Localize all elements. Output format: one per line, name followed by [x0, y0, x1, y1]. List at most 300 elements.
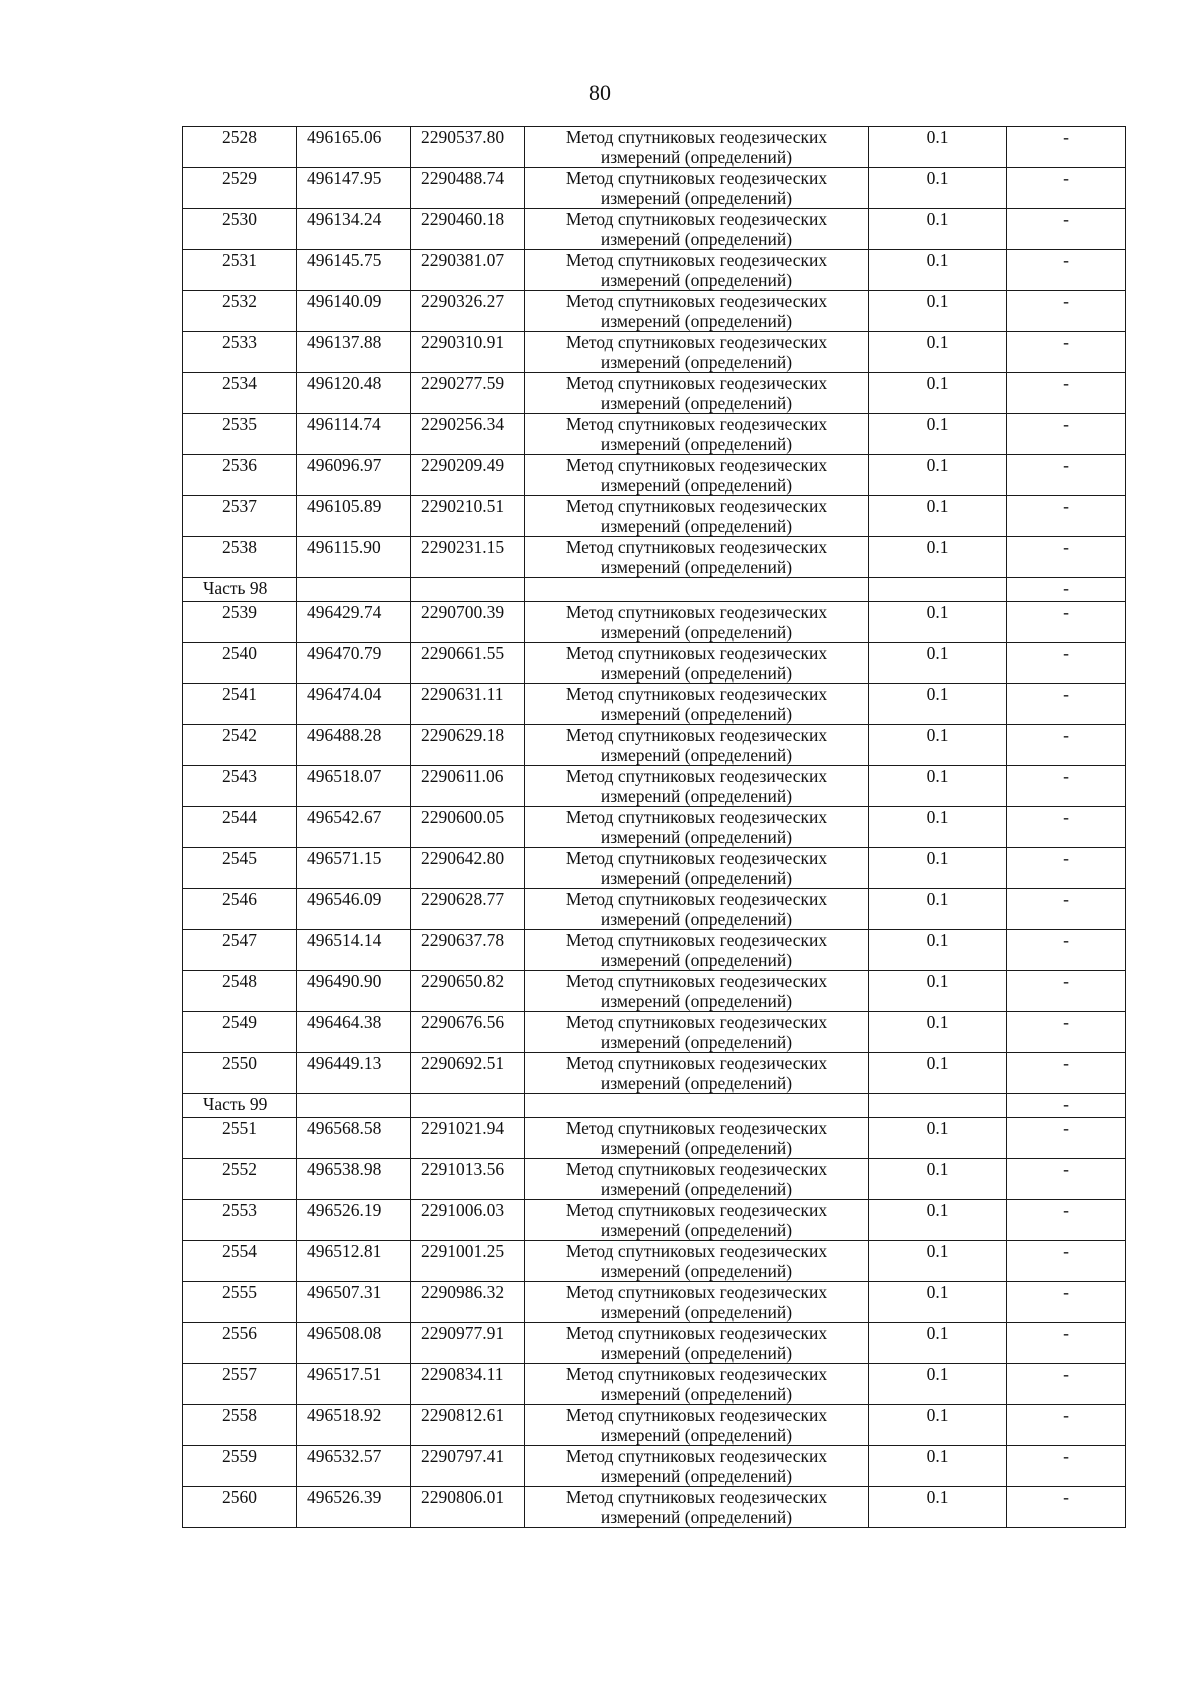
table-row — [183, 1012, 1126, 1053]
x-coordinate-cell: 496120.48 — [297, 373, 411, 414]
note-cell: - — [1007, 168, 1126, 209]
note-cell: - — [1007, 1282, 1126, 1323]
accuracy-cell: 0.1 — [869, 1241, 1007, 1282]
y-coordinate-cell: 2290209.49 — [411, 455, 525, 496]
method-line: измерений (определений) — [600, 1179, 793, 1199]
point-number-cell: 2542 — [183, 725, 297, 766]
empty-cell — [411, 1094, 525, 1118]
table-row — [183, 1118, 1126, 1159]
x-coordinate-cell: 496114.74 — [297, 414, 411, 455]
method-line: Метод спутниковых геодезических — [565, 930, 828, 950]
table-row — [183, 373, 1126, 414]
x-coordinate-cell: 496546.09 — [297, 889, 411, 930]
method-line: Метод спутниковых геодезических — [565, 1118, 828, 1138]
point-number-cell: 2528 — [183, 127, 297, 168]
method-line: Метод спутниковых геодезических — [565, 168, 828, 188]
point-number-cell: 2553 — [183, 1200, 297, 1241]
y-coordinate-cell: 2290611.06 — [411, 766, 525, 807]
table-row — [183, 537, 1126, 578]
method-cell — [525, 373, 869, 414]
method-line: Метод спутниковых геодезических — [565, 1487, 828, 1507]
table-row — [183, 930, 1126, 971]
part-header-row — [183, 578, 1126, 602]
x-coordinate-cell: 496507.31 — [297, 1282, 411, 1323]
y-coordinate-cell: 2290661.55 — [411, 643, 525, 684]
table-row — [183, 1446, 1126, 1487]
x-coordinate-cell: 496568.58 — [297, 1118, 411, 1159]
note-cell: - — [1007, 496, 1126, 537]
accuracy-cell: 0.1 — [869, 807, 1007, 848]
method-cell — [525, 1053, 869, 1094]
accuracy-cell: 0.1 — [869, 250, 1007, 291]
method-line: Метод спутниковых геодезических — [565, 455, 828, 475]
method-line: Метод спутниковых геодезических — [565, 496, 828, 516]
method-cell — [525, 725, 869, 766]
y-coordinate-cell: 2290277.59 — [411, 373, 525, 414]
y-coordinate-cell: 2290629.18 — [411, 725, 525, 766]
table-row — [183, 602, 1126, 643]
x-coordinate-cell: 496137.88 — [297, 332, 411, 373]
note-cell: - — [1007, 1364, 1126, 1405]
y-coordinate-cell: 2290834.11 — [411, 1364, 525, 1405]
note-cell: - — [1007, 1323, 1126, 1364]
accuracy-cell: 0.1 — [869, 127, 1007, 168]
x-coordinate-cell: 496512.81 — [297, 1241, 411, 1282]
method-cell — [525, 1446, 869, 1487]
method-line: измерений (определений) — [600, 868, 793, 888]
method-line: измерений (определений) — [600, 1261, 793, 1281]
point-number-cell: 2551 — [183, 1118, 297, 1159]
accuracy-cell: 0.1 — [869, 725, 1007, 766]
method-cell — [525, 684, 869, 725]
point-number-cell: 2533 — [183, 332, 297, 373]
x-coordinate-cell: 496096.97 — [297, 455, 411, 496]
method-line: Метод спутниковых геодезических — [565, 127, 828, 147]
accuracy-cell: 0.1 — [869, 1282, 1007, 1323]
method-cell — [525, 1159, 869, 1200]
y-coordinate-cell: 2290700.39 — [411, 602, 525, 643]
point-number-cell: 2531 — [183, 250, 297, 291]
method-cell — [525, 1200, 869, 1241]
method-cell — [525, 1012, 869, 1053]
x-coordinate-cell: 496429.74 — [297, 602, 411, 643]
x-coordinate-cell: 496449.13 — [297, 1053, 411, 1094]
note-cell: - — [1007, 684, 1126, 725]
note-cell: - — [1007, 209, 1126, 250]
x-coordinate-cell: 496571.15 — [297, 848, 411, 889]
table-row — [183, 725, 1126, 766]
empty-cell — [297, 1094, 411, 1118]
point-number-cell: 2557 — [183, 1364, 297, 1405]
note-cell: - — [1007, 455, 1126, 496]
method-line: измерений (определений) — [600, 745, 793, 765]
x-coordinate-cell: 496474.04 — [297, 684, 411, 725]
accuracy-cell: 0.1 — [869, 848, 1007, 889]
method-cell — [525, 643, 869, 684]
accuracy-cell: 0.1 — [869, 930, 1007, 971]
method-line: Метод спутниковых геодезических — [565, 684, 828, 704]
point-number-cell: 2554 — [183, 1241, 297, 1282]
table-row — [183, 1323, 1126, 1364]
accuracy-cell: 0.1 — [869, 1200, 1007, 1241]
table-row — [183, 455, 1126, 496]
method-line: измерений (определений) — [600, 1032, 793, 1052]
method-cell — [525, 168, 869, 209]
table-row — [183, 168, 1126, 209]
y-coordinate-cell: 2290326.27 — [411, 291, 525, 332]
table-row — [183, 1364, 1126, 1405]
method-cell — [525, 414, 869, 455]
method-line: измерений (определений) — [600, 516, 793, 536]
method-line: измерений (определений) — [600, 1384, 793, 1404]
x-coordinate-cell: 496165.06 — [297, 127, 411, 168]
method-cell — [525, 127, 869, 168]
method-cell — [525, 1323, 869, 1364]
accuracy-cell: 0.1 — [869, 1405, 1007, 1446]
point-number-cell: 2535 — [183, 414, 297, 455]
method-line: Метод спутниковых геодезических — [565, 1053, 828, 1073]
x-coordinate-cell: 496115.90 — [297, 537, 411, 578]
x-coordinate-cell: 496542.67 — [297, 807, 411, 848]
method-line: измерений (определений) — [600, 827, 793, 847]
method-line: измерений (определений) — [600, 991, 793, 1011]
x-coordinate-cell: 496464.38 — [297, 1012, 411, 1053]
method-line: Метод спутниковых геодезических — [565, 602, 828, 622]
coordinates-table-body — [183, 127, 1126, 1528]
accuracy-cell: 0.1 — [869, 373, 1007, 414]
accuracy-cell: 0.1 — [869, 889, 1007, 930]
method-line: Метод спутниковых геодезических — [565, 725, 828, 745]
method-cell — [525, 250, 869, 291]
note-cell: - — [1007, 332, 1126, 373]
empty-cell — [411, 578, 525, 602]
table-row — [183, 1487, 1126, 1528]
note-cell: - — [1007, 127, 1126, 168]
point-number-cell: 2548 — [183, 971, 297, 1012]
x-coordinate-cell: 496518.92 — [297, 1405, 411, 1446]
note-cell: - — [1007, 1094, 1126, 1118]
note-cell: - — [1007, 1241, 1126, 1282]
table-row — [183, 496, 1126, 537]
method-cell — [525, 602, 869, 643]
method-line: Метод спутниковых геодезических — [565, 807, 828, 827]
x-coordinate-cell: 496532.57 — [297, 1446, 411, 1487]
note-cell: - — [1007, 1053, 1126, 1094]
x-coordinate-cell: 496518.07 — [297, 766, 411, 807]
method-line: измерений (определений) — [600, 188, 793, 208]
method-line: измерений (определений) — [600, 434, 793, 454]
note-cell: - — [1007, 971, 1126, 1012]
note-cell: - — [1007, 414, 1126, 455]
method-line: Метод спутниковых геодезических — [565, 1323, 828, 1343]
y-coordinate-cell: 2290650.82 — [411, 971, 525, 1012]
note-cell: - — [1007, 578, 1126, 602]
accuracy-cell: 0.1 — [869, 1446, 1007, 1487]
accuracy-cell: 0.1 — [869, 1012, 1007, 1053]
empty-cell — [525, 578, 869, 602]
table-row — [183, 250, 1126, 291]
method-line: Метод спутниковых геодезических — [565, 643, 828, 663]
y-coordinate-cell: 2290631.11 — [411, 684, 525, 725]
note-cell: - — [1007, 537, 1126, 578]
table-row — [183, 1405, 1126, 1446]
method-line: Метод спутниковых геодезических — [565, 209, 828, 229]
accuracy-cell: 0.1 — [869, 332, 1007, 373]
method-line: Метод спутниковых геодезических — [565, 1364, 828, 1384]
y-coordinate-cell: 2291021.94 — [411, 1118, 525, 1159]
y-coordinate-cell: 2290806.01 — [411, 1487, 525, 1528]
method-cell — [525, 496, 869, 537]
accuracy-cell: 0.1 — [869, 209, 1007, 250]
x-coordinate-cell: 496105.89 — [297, 496, 411, 537]
accuracy-cell: 0.1 — [869, 684, 1007, 725]
table-row — [183, 1053, 1126, 1094]
point-number-cell: 2549 — [183, 1012, 297, 1053]
method-cell — [525, 455, 869, 496]
x-coordinate-cell: 496526.19 — [297, 1200, 411, 1241]
point-number-cell: 2545 — [183, 848, 297, 889]
point-number-cell: 2538 — [183, 537, 297, 578]
table-row — [183, 971, 1126, 1012]
empty-cell — [869, 578, 1007, 602]
method-cell — [525, 1118, 869, 1159]
point-number-cell: 2543 — [183, 766, 297, 807]
point-number-cell: 2536 — [183, 455, 297, 496]
note-cell: - — [1007, 373, 1126, 414]
y-coordinate-cell: 2291006.03 — [411, 1200, 525, 1241]
point-number-cell: 2529 — [183, 168, 297, 209]
y-coordinate-cell: 2290460.18 — [411, 209, 525, 250]
accuracy-cell: 0.1 — [869, 414, 1007, 455]
method-line: измерений (определений) — [600, 229, 793, 249]
note-cell: - — [1007, 848, 1126, 889]
y-coordinate-cell: 2290637.78 — [411, 930, 525, 971]
empty-cell — [869, 1094, 1007, 1118]
y-coordinate-cell: 2290600.05 — [411, 807, 525, 848]
note-cell: - — [1007, 766, 1126, 807]
table-row — [183, 1200, 1126, 1241]
x-coordinate-cell: 496538.98 — [297, 1159, 411, 1200]
method-cell — [525, 848, 869, 889]
accuracy-cell: 0.1 — [869, 537, 1007, 578]
method-line: измерений (определений) — [600, 557, 793, 577]
method-line: Метод спутниковых геодезических — [565, 1282, 828, 1302]
method-line: измерений (определений) — [600, 1466, 793, 1486]
y-coordinate-cell: 2290692.51 — [411, 1053, 525, 1094]
note-cell: - — [1007, 1487, 1126, 1528]
accuracy-cell: 0.1 — [869, 643, 1007, 684]
point-number-cell: 2544 — [183, 807, 297, 848]
method-cell — [525, 807, 869, 848]
method-line: измерений (определений) — [600, 1425, 793, 1445]
y-coordinate-cell: 2290797.41 — [411, 1446, 525, 1487]
accuracy-cell: 0.1 — [869, 971, 1007, 1012]
method-cell — [525, 209, 869, 250]
part-label: Часть 99 — [183, 1094, 297, 1118]
point-number-cell: 2537 — [183, 496, 297, 537]
accuracy-cell: 0.1 — [869, 291, 1007, 332]
method-line: измерений (определений) — [600, 393, 793, 413]
accuracy-cell: 0.1 — [869, 1323, 1007, 1364]
y-coordinate-cell: 2290256.34 — [411, 414, 525, 455]
x-coordinate-cell: 496514.14 — [297, 930, 411, 971]
method-line: измерений (определений) — [600, 311, 793, 331]
method-line: измерений (определений) — [600, 1138, 793, 1158]
y-coordinate-cell: 2290381.07 — [411, 250, 525, 291]
method-cell — [525, 1241, 869, 1282]
note-cell: - — [1007, 889, 1126, 930]
y-coordinate-cell: 2290642.80 — [411, 848, 525, 889]
point-number-cell: 2547 — [183, 930, 297, 971]
y-coordinate-cell: 2290812.61 — [411, 1405, 525, 1446]
method-line: Метод спутниковых геодезических — [565, 332, 828, 352]
method-line: Метод спутниковых геодезических — [565, 971, 828, 991]
method-line: Метод спутниковых геодезических — [565, 889, 828, 909]
method-cell — [525, 1282, 869, 1323]
point-number-cell: 2556 — [183, 1323, 297, 1364]
method-cell — [525, 291, 869, 332]
x-coordinate-cell: 496470.79 — [297, 643, 411, 684]
note-cell: - — [1007, 602, 1126, 643]
x-coordinate-cell: 496488.28 — [297, 725, 411, 766]
y-coordinate-cell: 2291001.25 — [411, 1241, 525, 1282]
method-line: измерений (определений) — [600, 909, 793, 929]
x-coordinate-cell: 496140.09 — [297, 291, 411, 332]
x-coordinate-cell: 496517.51 — [297, 1364, 411, 1405]
table-row — [183, 1282, 1126, 1323]
empty-cell — [525, 1094, 869, 1118]
table-row — [183, 127, 1126, 168]
coordinates-table — [182, 126, 1126, 1528]
method-cell — [525, 537, 869, 578]
point-number-cell: 2534 — [183, 373, 297, 414]
accuracy-cell: 0.1 — [869, 1487, 1007, 1528]
method-line: измерений (определений) — [600, 1507, 793, 1527]
note-cell: - — [1007, 725, 1126, 766]
method-line: Метод спутниковых геодезических — [565, 766, 828, 786]
table-row — [183, 643, 1126, 684]
note-cell: - — [1007, 250, 1126, 291]
point-number-cell: 2540 — [183, 643, 297, 684]
note-cell: - — [1007, 291, 1126, 332]
method-line: измерений (определений) — [600, 1343, 793, 1363]
method-line: измерений (определений) — [600, 704, 793, 724]
note-cell: - — [1007, 1159, 1126, 1200]
method-line: Метод спутниковых геодезических — [565, 1200, 828, 1220]
point-number-cell: 2555 — [183, 1282, 297, 1323]
method-line: Метод спутниковых геодезических — [565, 1446, 828, 1466]
point-number-cell: 2550 — [183, 1053, 297, 1094]
y-coordinate-cell: 2290537.80 — [411, 127, 525, 168]
accuracy-cell: 0.1 — [869, 602, 1007, 643]
method-line: измерений (определений) — [600, 950, 793, 970]
table-row — [183, 1241, 1126, 1282]
method-line: Метод спутниковых геодезических — [565, 291, 828, 311]
accuracy-cell: 0.1 — [869, 1053, 1007, 1094]
accuracy-cell: 0.1 — [869, 496, 1007, 537]
point-number-cell: 2552 — [183, 1159, 297, 1200]
method-cell — [525, 766, 869, 807]
method-line: Метод спутниковых геодезических — [565, 414, 828, 434]
y-coordinate-cell: 2290676.56 — [411, 1012, 525, 1053]
method-line: измерений (определений) — [600, 1073, 793, 1093]
y-coordinate-cell: 2290628.77 — [411, 889, 525, 930]
point-number-cell: 2539 — [183, 602, 297, 643]
method-line: измерений (определений) — [600, 622, 793, 642]
table-row — [183, 807, 1126, 848]
method-cell — [525, 971, 869, 1012]
method-line: Метод спутниковых геодезических — [565, 848, 828, 868]
method-line: Метод спутниковых геодезических — [565, 1012, 828, 1032]
method-line: измерений (определений) — [600, 1302, 793, 1322]
x-coordinate-cell: 496134.24 — [297, 209, 411, 250]
point-number-cell: 2559 — [183, 1446, 297, 1487]
method-line: измерений (определений) — [600, 1220, 793, 1240]
table-row — [183, 848, 1126, 889]
method-line: Метод спутниковых геодезических — [565, 1241, 828, 1261]
method-cell — [525, 332, 869, 373]
note-cell: - — [1007, 1405, 1126, 1446]
method-line: Метод спутниковых геодезических — [565, 1405, 828, 1425]
method-line: измерений (определений) — [600, 663, 793, 683]
point-number-cell: 2558 — [183, 1405, 297, 1446]
x-coordinate-cell: 496508.08 — [297, 1323, 411, 1364]
table-row — [183, 209, 1126, 250]
x-coordinate-cell: 496490.90 — [297, 971, 411, 1012]
method-cell — [525, 889, 869, 930]
table-row — [183, 291, 1126, 332]
method-line: Метод спутниковых геодезических — [565, 537, 828, 557]
note-cell: - — [1007, 930, 1126, 971]
accuracy-cell: 0.1 — [869, 455, 1007, 496]
method-line: Метод спутниковых геодезических — [565, 1159, 828, 1179]
note-cell: - — [1007, 1446, 1126, 1487]
part-header-row — [183, 1094, 1126, 1118]
method-line: измерений (определений) — [600, 352, 793, 372]
point-number-cell: 2560 — [183, 1487, 297, 1528]
accuracy-cell: 0.1 — [869, 1159, 1007, 1200]
point-number-cell: 2541 — [183, 684, 297, 725]
table-row — [183, 684, 1126, 725]
x-coordinate-cell: 496147.95 — [297, 168, 411, 209]
accuracy-cell: 0.1 — [869, 1364, 1007, 1405]
note-cell: - — [1007, 1200, 1126, 1241]
note-cell: - — [1007, 643, 1126, 684]
y-coordinate-cell: 2290231.15 — [411, 537, 525, 578]
table-row — [183, 889, 1126, 930]
accuracy-cell: 0.1 — [869, 766, 1007, 807]
table-row — [183, 414, 1126, 455]
y-coordinate-cell: 2290310.91 — [411, 332, 525, 373]
method-line: измерений (определений) — [600, 786, 793, 806]
method-cell — [525, 1487, 869, 1528]
point-number-cell: 2530 — [183, 209, 297, 250]
method-cell — [525, 1405, 869, 1446]
note-cell: - — [1007, 1012, 1126, 1053]
accuracy-cell: 0.1 — [869, 1118, 1007, 1159]
point-number-cell: 2532 — [183, 291, 297, 332]
method-line: измерений (определений) — [600, 475, 793, 495]
method-line: Метод спутниковых геодезических — [565, 373, 828, 393]
y-coordinate-cell: 2290210.51 — [411, 496, 525, 537]
y-coordinate-cell: 2290977.91 — [411, 1323, 525, 1364]
point-number-cell: 2546 — [183, 889, 297, 930]
table-row — [183, 766, 1126, 807]
page-number: 80 — [589, 80, 611, 105]
method-line: измерений (определений) — [600, 270, 793, 290]
y-coordinate-cell: 2290488.74 — [411, 168, 525, 209]
method-cell — [525, 1364, 869, 1405]
